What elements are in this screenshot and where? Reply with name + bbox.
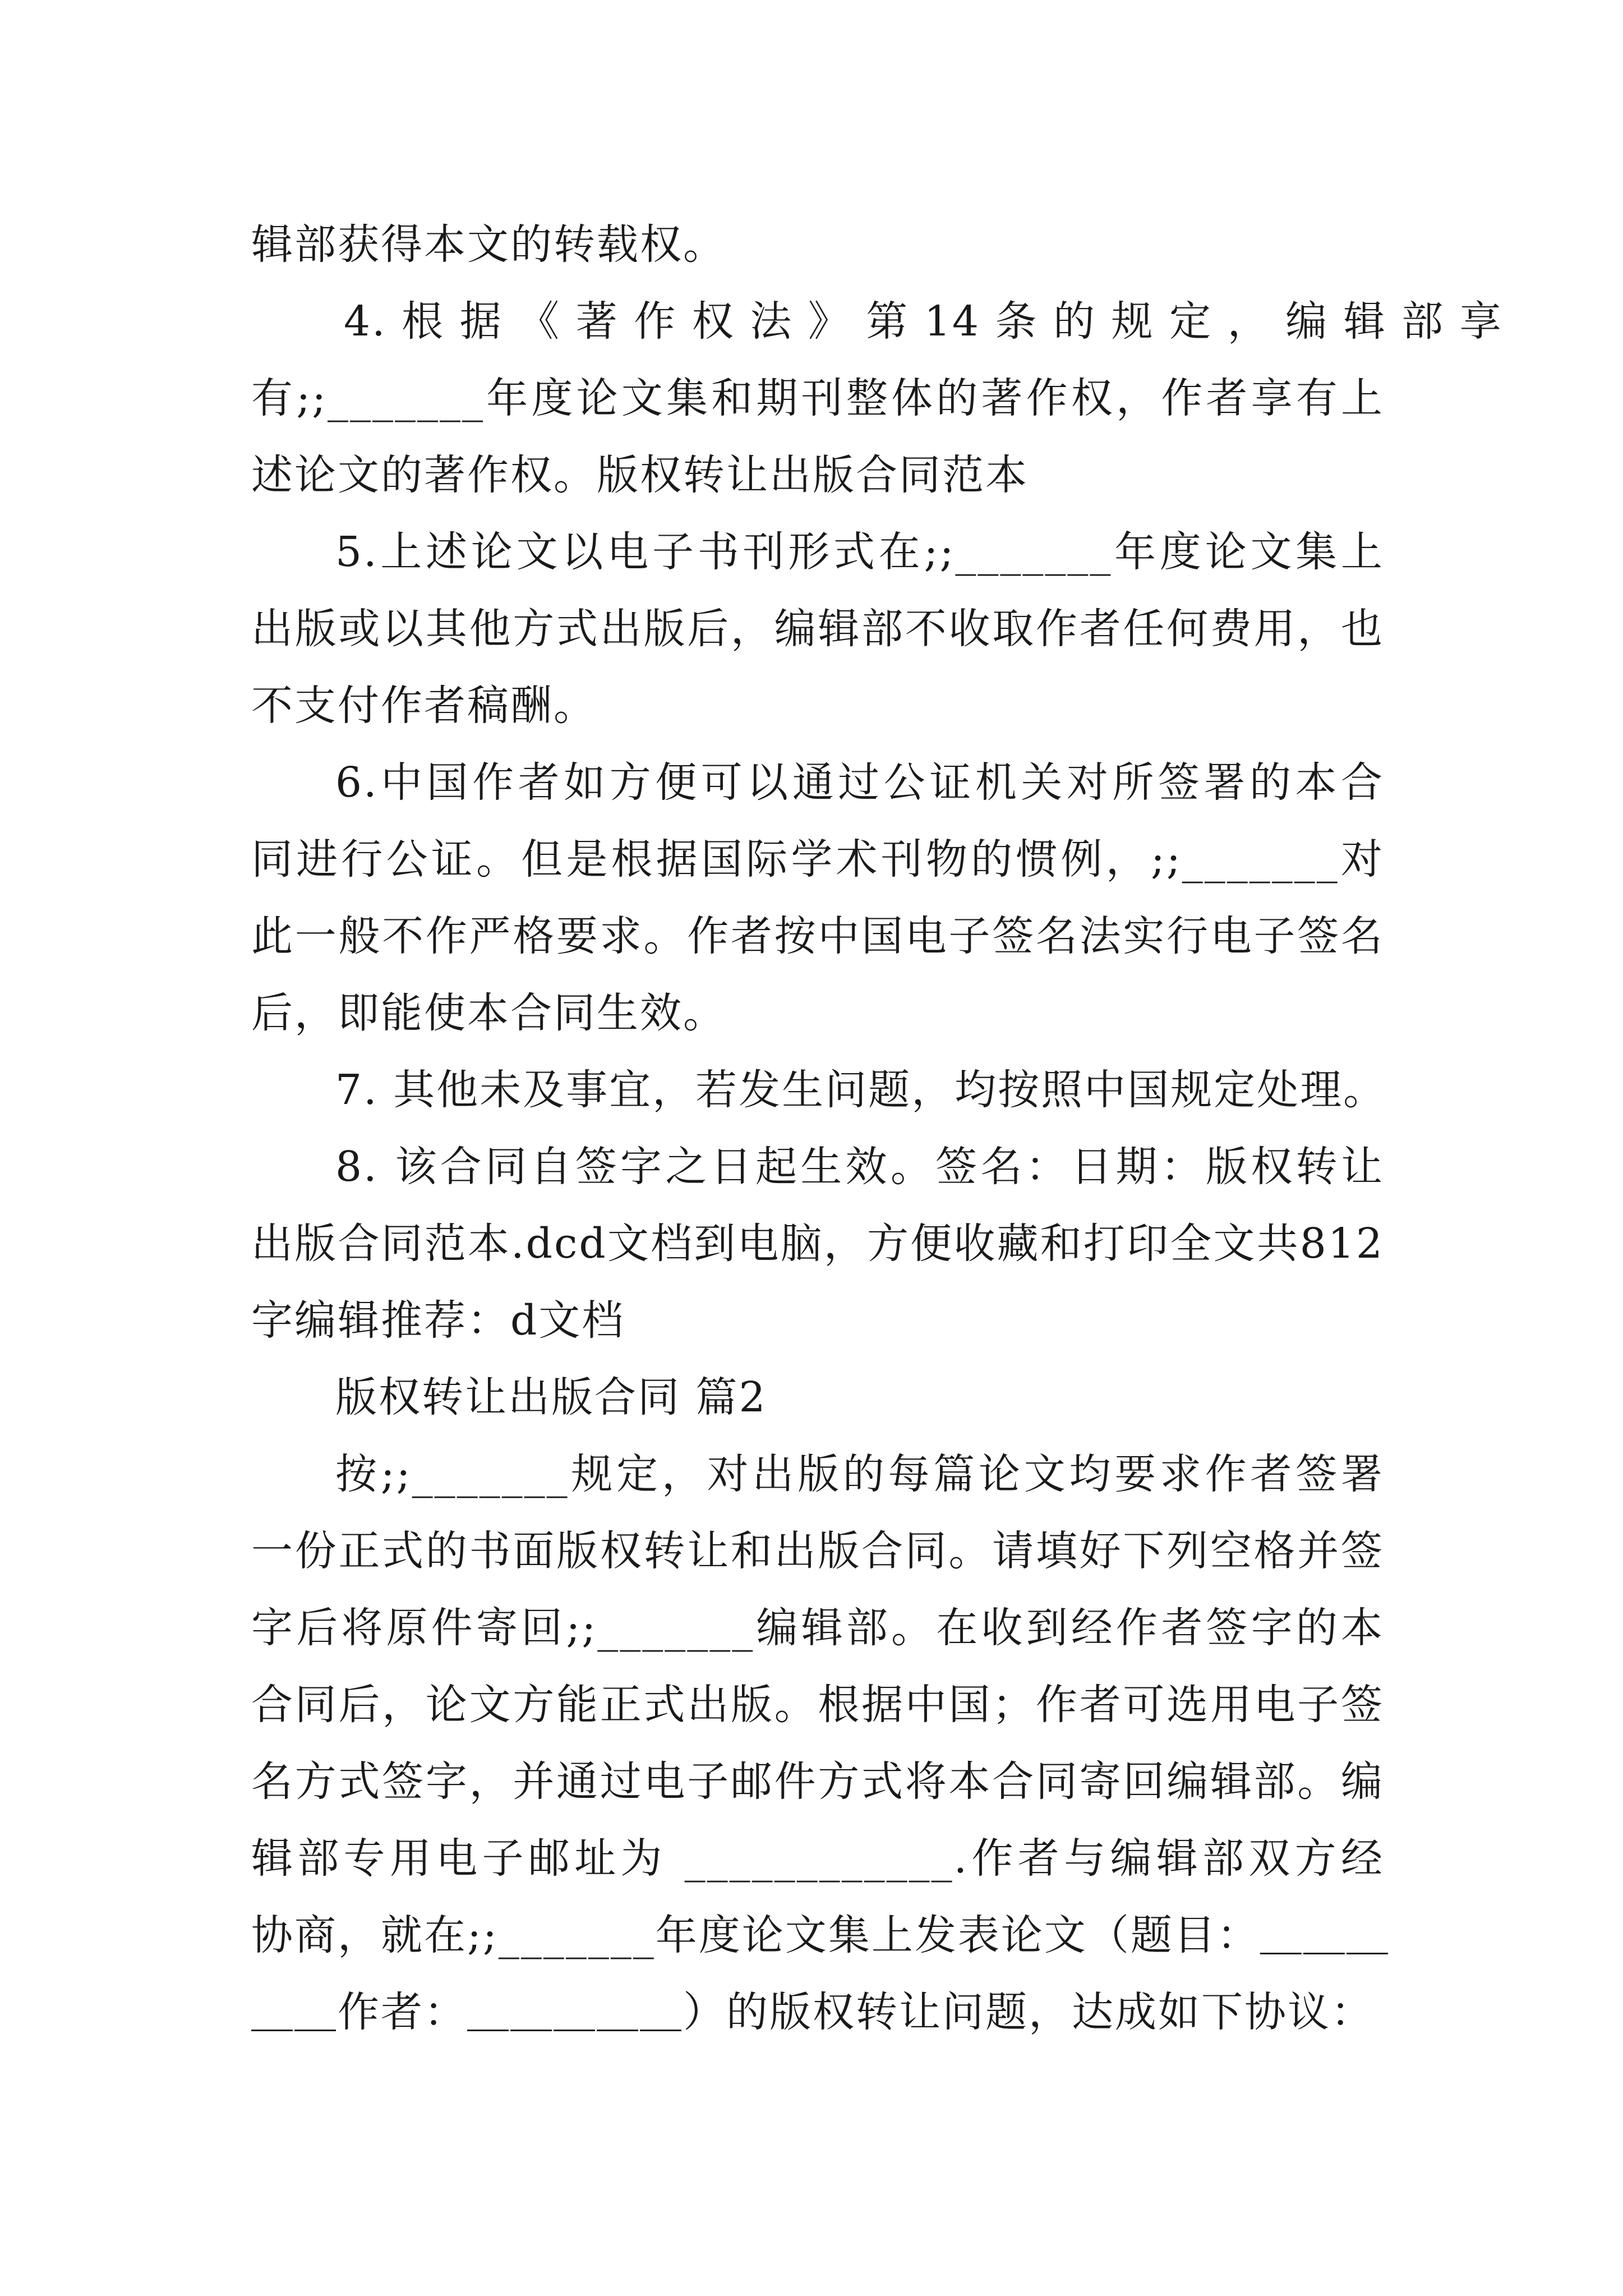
text-line: 字编辑推荐：d文档 bbox=[251, 1296, 625, 1345]
text-line: 4. 根 据 《 著 作 权 法 》 第 14 条 的 规 定 ， 编 辑 部 享 bbox=[344, 297, 1503, 346]
text-line: 有;;_______年度论文集和期刊整体的著作权，作者享有上 bbox=[251, 374, 1384, 422]
text-line: 同进行公证。但是根据国际学术刊物的惯例，;;_______对 bbox=[251, 835, 1384, 884]
text-line: 辑部获得本文的转载权。 bbox=[251, 220, 726, 269]
text-line: ＿＿作者：＿＿＿＿＿）的版权转让问题，达成如下协议： bbox=[251, 1988, 1374, 2036]
text-line: 后，即能使本合同生效。 bbox=[251, 989, 726, 1037]
text-line: 按;;_______规定，对出版的每篇论文均要求作者签署 bbox=[335, 1450, 1384, 1498]
text-line: 不支付作者稿酬。 bbox=[251, 682, 597, 730]
section-heading: 版权转让出版合同 篇2 bbox=[335, 1373, 767, 1421]
text-line: 辑部专用电子邮址为 ____________.作者与编辑部双方经 bbox=[251, 1834, 1384, 1883]
text-line: 一份正式的书面版权转让和出版合同。请填好下列空格并签 bbox=[251, 1527, 1384, 1575]
text-line: 8. 该合同自签字之日起生效。签名：日期：版权转让 bbox=[335, 1143, 1384, 1191]
text-line: 此一般不作严格要求。作者按中国电子签名法实行电子签名 bbox=[251, 912, 1384, 960]
text-line: 7. 其他未及事宜，若发生问题，均按照中国规定处理。 bbox=[335, 1066, 1387, 1114]
document-body bbox=[251, 206, 1503, 2051]
text-line: 出版或以其他方式出版后，编辑部不收取作者任何费用，也 bbox=[251, 605, 1384, 653]
text-line: 名方式签字，并通过电子邮件方式将本合同寄回编辑部。编 bbox=[251, 1757, 1384, 1806]
text-line: 字后将原件寄回;;_______编辑部。在收到经作者签字的本 bbox=[251, 1604, 1384, 1652]
text-line: 6.中国作者如方便可以通过公证机关对所签署的本合 bbox=[335, 758, 1384, 807]
text-line: 出版合同范本.dcd文档到电脑，方便收藏和打印全文共812 bbox=[251, 1220, 1384, 1268]
text-line: 合同后，论文方能正式出版。根据中国；作者可选用电子签 bbox=[251, 1681, 1384, 1729]
text-line: 述论文的著作权。版权转让出版合同范本 bbox=[251, 451, 1029, 499]
text-line: 5.上述论文以电子书刊形式在;;_______年度论文集上 bbox=[335, 528, 1384, 576]
text-line: 协商，就在;;_______年度论文集上发表论文（题目：＿＿＿ bbox=[251, 1911, 1390, 1959]
